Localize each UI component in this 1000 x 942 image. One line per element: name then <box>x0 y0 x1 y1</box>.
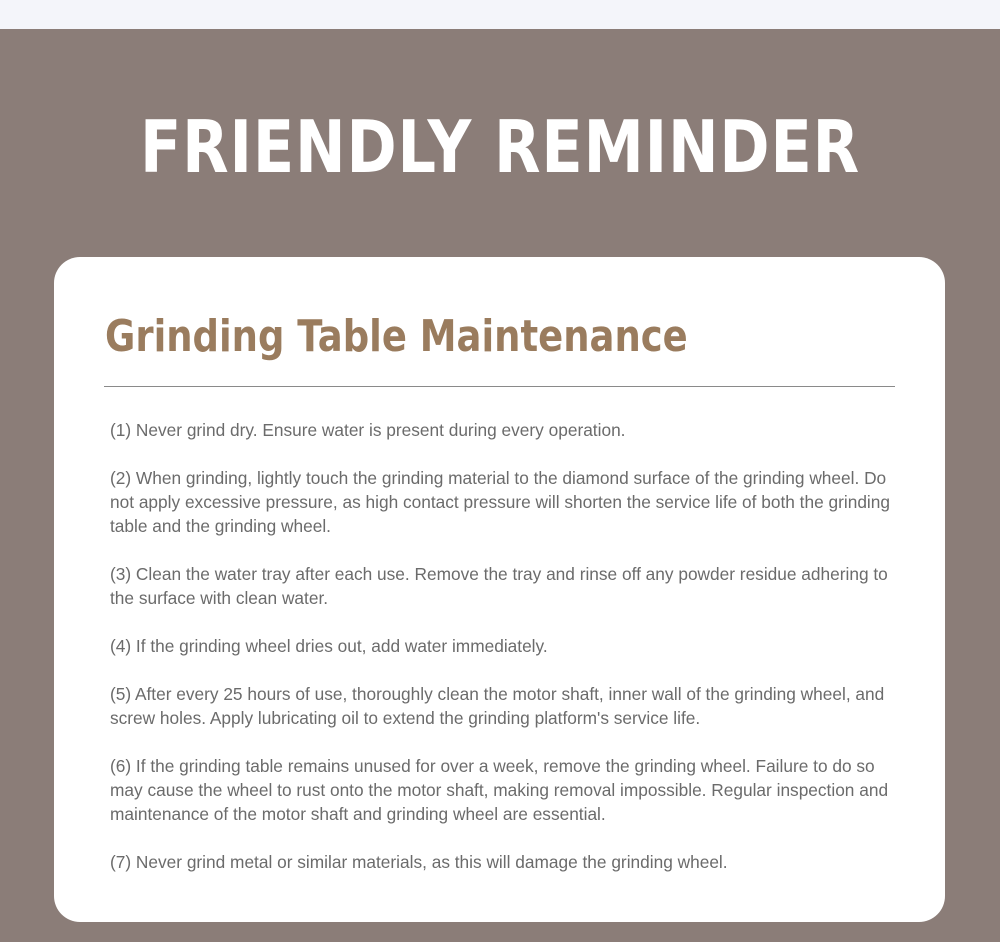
maintenance-item-7: (7) Never grind metal or similar materials, as this will damage the grinding wheel. <box>110 852 728 872</box>
maintenance-item-3: (3) Clean the water tray after each use. Remove the tray and rinse off any powder residue adhering to the surface with clean water. <box>110 564 888 608</box>
maintenance-item-5: (5) After every 25 hours of use, thoroughly clean the motor shaft, inner wall of the grinding wheel, and screw holes. Apply lubricating oil to extend the grinding platform's service life. <box>110 684 885 728</box>
page-title: FRIENDLY REMINDER <box>139 105 861 189</box>
maintenance-card <box>54 257 945 922</box>
maintenance-item-2: (2) When grinding, lightly touch the grinding material to the diamond surface of the grinding wheel. Do not apply excessive pressure, as high contact pressure will shorten the service life of both the grinding table and the grinding wheel. <box>110 468 890 536</box>
top-strip <box>0 0 1000 29</box>
maintenance-item-4: (4) If the grinding wheel dries out, add water immediately. <box>110 636 548 656</box>
maintenance-item-1: (1) Never grind dry. Ensure water is present during every operation. <box>110 420 626 440</box>
title-divider <box>104 386 895 387</box>
maintenance-list <box>110 418 890 898</box>
card-title: Grinding Table Maintenance <box>105 311 688 362</box>
maintenance-item-6: (6) If the grinding table remains unused for over a week, remove the grinding wheel. Failure to do so may cause the wheel to rust onto the motor shaft, making removal impossible. Regular inspection and maintenance of the motor shaft and grinding wheel are essential. <box>110 756 889 824</box>
